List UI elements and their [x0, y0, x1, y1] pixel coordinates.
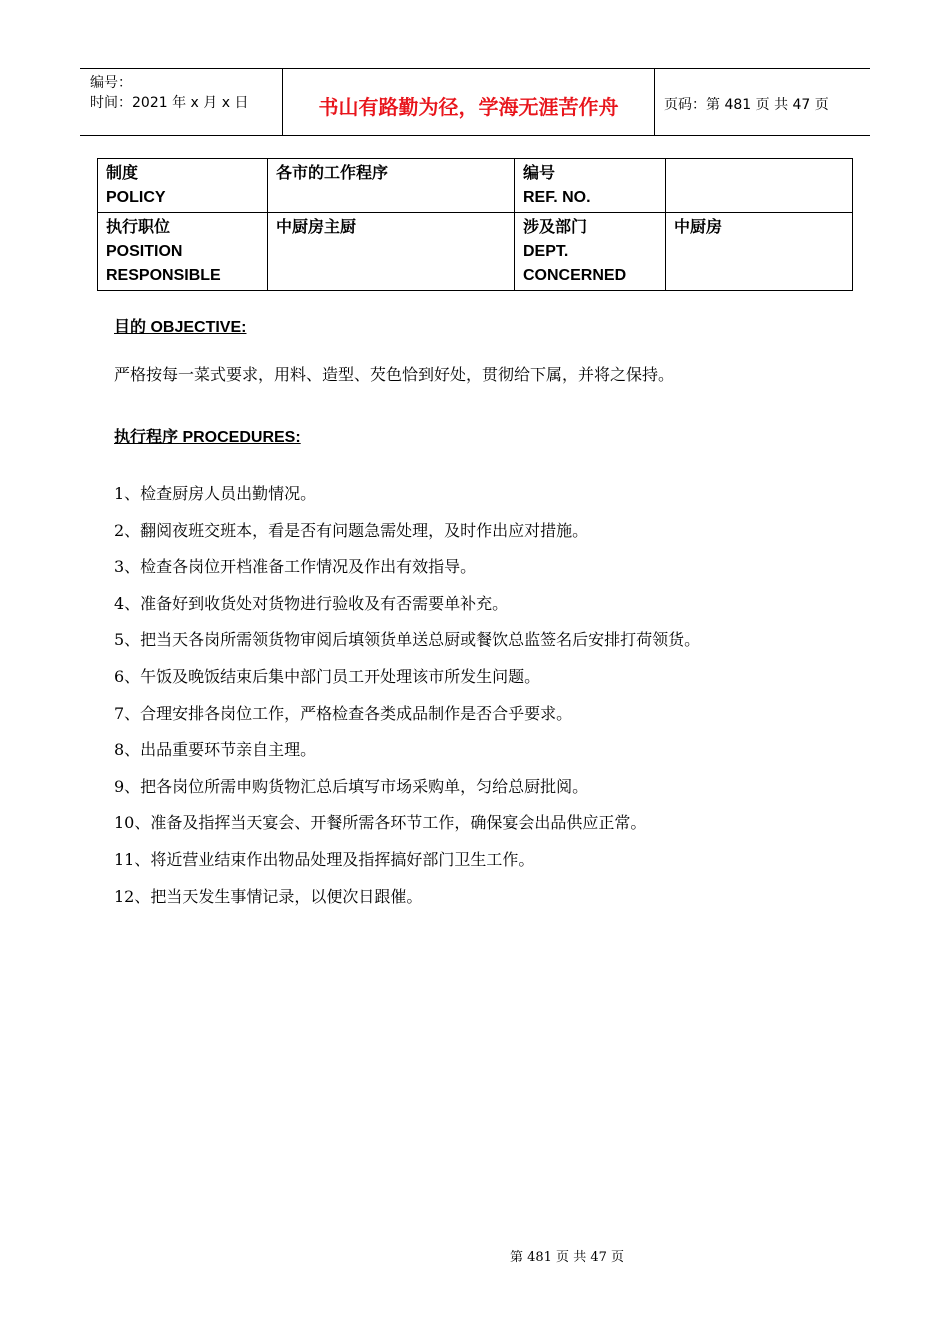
list-item: 1、检查厨房人员出勤情况。: [114, 484, 317, 503]
list-item: 4、准备好到收货处对货物进行验收及有否需要单补充。: [114, 593, 509, 613]
ref-label-cn: 编号: [523, 165, 556, 182]
ref-value-cell: [666, 159, 853, 213]
dept-value: 中厨房: [674, 219, 723, 236]
list-item: 2、翻阅夜班交班本，看是否有问题急需处理，及时作出应对措施。: [114, 520, 589, 540]
list-item: 10、准备及指挥当天宴会、开餐所需各环节工作，确保宴会出品供应正常。: [114, 813, 647, 833]
list-item: 9、把各岗位所需申购货物汇总后填写市场采购单，匀给总厨批阅。: [114, 776, 589, 796]
list-item: 5、把当天各岗所需领货物审阅后填领货单送总厨或餐饮总监签名后安排打荷领货。: [114, 630, 701, 650]
list-item: 3、检查各岗位开档准备工作情况及作出有效指导。: [114, 557, 477, 577]
list-item: 11、将近营业结束作出物品处理及指挥搞好部门卫生工作。: [114, 849, 535, 869]
ref-label-en: REF. NO.: [523, 189, 591, 206]
policy-value-cell: [268, 159, 515, 213]
position-label-en-1: POSITION: [106, 243, 183, 260]
position-value: 中厨房主厨: [276, 219, 357, 236]
header-page-number: 页码：第 481 页 共 47 页: [664, 97, 829, 113]
policy-info-table: [97, 158, 853, 291]
dept-value-cell: [666, 213, 853, 291]
ref-label-cell: [515, 159, 666, 213]
list-item: 7、合理安排各岗位工作，严格检查各类成品制作是否合乎要求。: [114, 703, 573, 723]
policy-label-en: POLICY: [106, 189, 166, 206]
objective-text: 严格按每一菜式要求，用料、造型、芡色恰到好处，贯彻给下属，并将之保持。: [114, 365, 675, 384]
dept-label-cn: 涉及部门: [523, 219, 588, 236]
policy-label-cn: 制度: [106, 165, 139, 182]
dept-label-cell: [515, 213, 666, 291]
procedures-list: [114, 482, 700, 921]
page-footer: 第 481 页 共 47 页: [509, 1250, 625, 1265]
header-time: 时间：2021 年 x 月 x 日: [90, 95, 249, 111]
header-meta: [80, 69, 282, 135]
list-item: 8、出品重要环节亲自主理。: [114, 740, 317, 760]
dept-label-en-1: DEPT.: [523, 243, 569, 260]
policy-value: 各市的工作程序: [276, 165, 389, 182]
page-header: [80, 68, 870, 136]
objective-title: 目的 OBJECTIVE:: [114, 319, 247, 336]
list-item: 6、午饭及晚饭结束后集中部门员工开处理该市所发生问题。: [114, 666, 541, 686]
list-item: 12、把当天发生事情记录，以便次日跟催。: [114, 886, 423, 906]
procedures-title: 执行程序 PROCEDURES:: [114, 429, 301, 446]
policy-label-cell: [98, 159, 268, 213]
dept-label-en-2: CONCERNED: [523, 267, 627, 284]
position-label-cn: 执行职位: [106, 219, 171, 236]
position-label-cell: [98, 213, 268, 291]
header-number: 编号：: [90, 75, 132, 91]
header-motto: 书山有路勤为径，学海无涯苦作舟: [282, 69, 655, 135]
table-row: [98, 213, 853, 291]
position-label-en-2: RESPONSIBLE: [106, 267, 221, 284]
table-row: [98, 159, 853, 213]
position-value-cell: [268, 213, 515, 291]
